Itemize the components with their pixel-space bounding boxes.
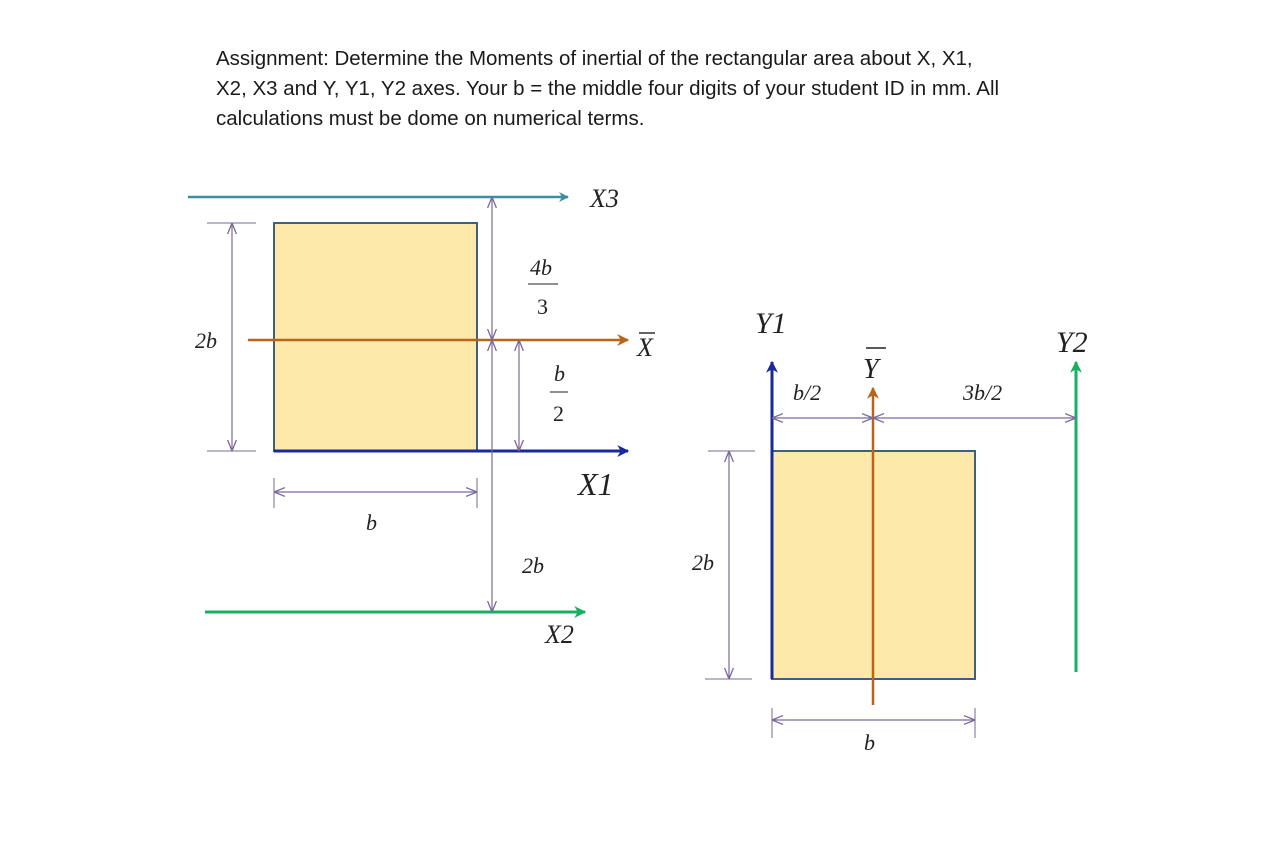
frac-b2-numerator: b — [554, 361, 565, 386]
frac-4b3-numerator: 4b — [530, 255, 552, 280]
three-b-half-label: 3b/2 — [963, 380, 1003, 405]
x2-offset-label: 2b — [522, 553, 544, 578]
right-width-label: b — [864, 730, 875, 755]
ybar-label: Y — [863, 354, 879, 385]
y2-label: Y2 — [1056, 326, 1088, 359]
left-height-label: 2b — [195, 328, 217, 353]
left-rectangle — [274, 223, 477, 451]
left-figure — [188, 184, 655, 649]
x3-label: X3 — [590, 184, 619, 213]
x2-label: X2 — [545, 620, 574, 649]
b-half-label: b/2 — [793, 380, 822, 405]
right-figure — [692, 307, 1088, 755]
frac-b2-denominator: 2 — [553, 401, 564, 426]
x1-label: X1 — [578, 466, 614, 502]
assignment-line-2: X2, X3 and Y, Y1, Y2 axes. Your b = the middle four digits of your student ID in mm. All — [216, 77, 1000, 100]
assignment-line-3: calculations must be dome on numerical terms. — [216, 107, 645, 130]
assignment-line-1: Assignment: Determine the Moments of inertial of the rectangular area about X, X1, — [216, 47, 973, 70]
left-width-label: b — [366, 510, 377, 535]
xbar-label: X — [637, 333, 653, 362]
frac-4b3-denominator: 3 — [537, 294, 548, 319]
right-height-label: 2b — [692, 550, 714, 575]
y1-label: Y1 — [755, 307, 787, 340]
